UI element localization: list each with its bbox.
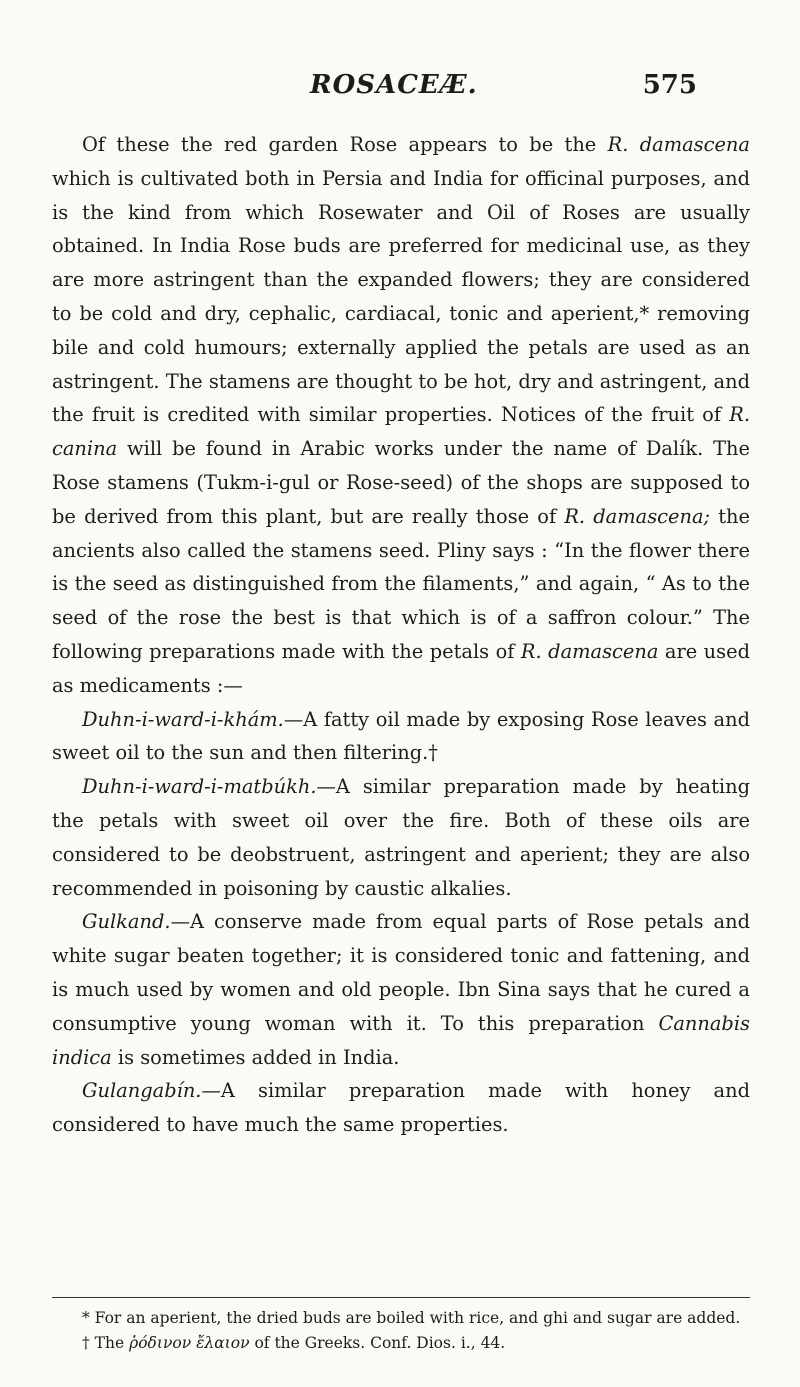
intro-paragraph: Of these the red garden Rose appears to be the R. damascena which is cultivated both in Persia and India for officinal purposes, and is the kind from which Rosewater and Oil of Roses are usually obtained. In India Rose buds are preferred for medicinal use, as they are more astringent than the expanded flowers; they are considered to be cold and dry, cephalic, cardiacal, tonic and aperient,* removing bile and cold humours; externally applied the petals are used as an astringent. The stamens are thought to be hot, dry and astringent, and the fruit is credited with similar properties. Notices of the fruit of R. canina will be found in Arabic works under the name of Dalík. The Rose stamens (Tukm-i-gul or Rose-seed) of the shops are supposed to be derived from this plant, but are really those of R. damascena; the ancients also called the stamens seed. Pliny says : “In the flower there is the seed as distinguished from the filaments,” and again, “ As to the seed of the rose the best is that which is of a saffron colour.” The following preparations made with the petals of R. damascena are used as medicaments :— — [52, 133, 750, 697]
footnote-mark: * — [82, 1309, 90, 1327]
preparation-entry — [52, 1074, 750, 1142]
page-number: 575 — [642, 70, 697, 100]
footnote-divider — [52, 1297, 750, 1298]
preparation-name: Duhn-i-ward-i-matbúkh. — [82, 775, 317, 799]
preparation-entry: Gulkand.—A conserve made from equal parts of Rose petals and white sugar beaten together; it is considered tonic and fattening, and is much used by women and old people. Ibn Sina says that he cured a consumptive young woman with it. To this preparation Cannabis indica is sometimes added in India. — [52, 910, 750, 1069]
preparation-description: —A conserve made from equal parts of Rose petals and white sugar beaten together; it is considered tonic and fattening, and is much used by women and old people. Ibn Sina says that he cured a consumptive young woman with it. To this preparation — [52, 910, 750, 1035]
species-name: Cannabis indica — [52, 1011, 750, 1069]
footnotes — [52, 1306, 750, 1356]
greek-phrase: ῥόδινον ἔλαιον — [129, 1334, 250, 1352]
preparation-description: —A similar preparation made by heating the petals with sweet oil over the fire. Both of these oils are considered to be deobstruent, astringent and aperient; they are also recommended in poisoning by caustic alkalies. — [52, 775, 750, 900]
preparation-entry — [52, 770, 750, 905]
preparation-name: Gulangabín. — [82, 1079, 202, 1103]
preparation-name: Gulkand. — [82, 910, 171, 934]
footnote-mark: † — [82, 1334, 90, 1352]
preparation-name: Duhn-i-ward-i-khám. — [82, 707, 284, 731]
body-text — [52, 128, 750, 1142]
species-name: R. damascena; — [564, 504, 711, 528]
preparation-description: —A similar preparation made with honey and considered to have much the same properties. — [52, 1079, 750, 1137]
species-name: R. damascena — [520, 639, 659, 663]
page-header — [0, 70, 800, 110]
preparation-description: —A fatty oil made by exposing Rose leaves and sweet oil to the sun and then filtering.† — [52, 707, 750, 765]
species-name: R. damascena — [607, 133, 750, 156]
species-name: R. canina — [52, 403, 750, 461]
running-title: ROSACEÆ. — [310, 70, 478, 100]
preparation-entry — [52, 703, 750, 771]
footnote: † The ῥόδινον ἔλαιον of the Greeks. Conf. Dios. i., 44. — [82, 1334, 506, 1352]
footnote: * For an aperient, the dried buds are boiled with rice, and ghi and sugar are added. — [82, 1309, 741, 1327]
